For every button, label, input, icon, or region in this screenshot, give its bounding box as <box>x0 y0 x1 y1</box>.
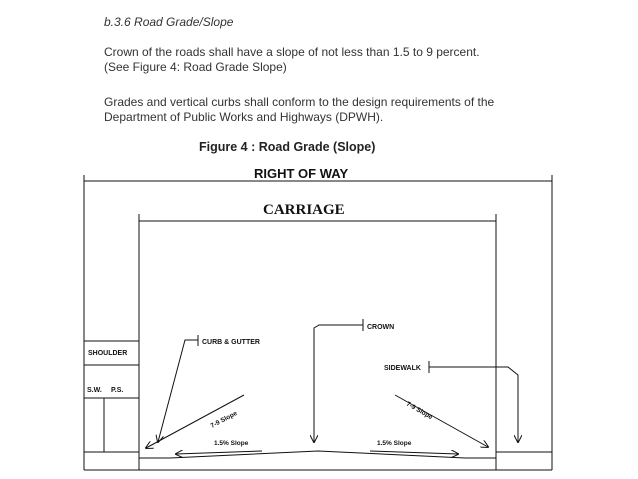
paragraph-2-line-2: Department of Public Works and Highways (DPWH). <box>104 110 384 124</box>
paragraph-2-line-1: Grades and vertical curbs shall conform to the design requirements of the <box>104 95 495 109</box>
section-heading: b.3.6 Road Grade/Slope <box>104 15 234 29</box>
sw-label: S.W. <box>87 387 102 394</box>
right-mild-slope-label: 1.5% Slope <box>377 440 412 447</box>
crown-label: CROWN <box>367 324 395 331</box>
shoulder-label: SHOULDER <box>88 350 128 357</box>
right-of-way-label: RIGHT OF WAY <box>254 166 349 181</box>
right-mild-slope-arrow <box>370 451 458 454</box>
ps-label: P.S. <box>111 387 124 394</box>
left-steep-slope-label: 7-9 Slope <box>209 410 239 430</box>
crown-leader <box>314 325 363 442</box>
left-mild-slope-label: 1.5% Slope <box>214 440 249 447</box>
figure-caption: Figure 4 : Road Grade (Slope) <box>199 140 376 154</box>
curb-gutter-leader <box>158 340 198 442</box>
sidewalk-leader <box>429 367 518 442</box>
sidewalk-label: SIDEWALK <box>384 365 421 372</box>
curb-gutter-label: CURB & GUTTER <box>202 339 260 346</box>
left-mild-slope-arrow <box>176 451 262 454</box>
road-profile-surface <box>84 451 552 458</box>
paragraph-1-line-2: (See Figure 4: Road Grade Slope) <box>104 60 287 74</box>
right-steep-slope-label: 7-9 Slope <box>405 400 434 422</box>
paragraph-1-line-1: Crown of the roads shall have a slope of not less than 1.5 to 9 percent. <box>104 45 480 59</box>
carriage-label: CARRIAGE <box>263 202 345 218</box>
